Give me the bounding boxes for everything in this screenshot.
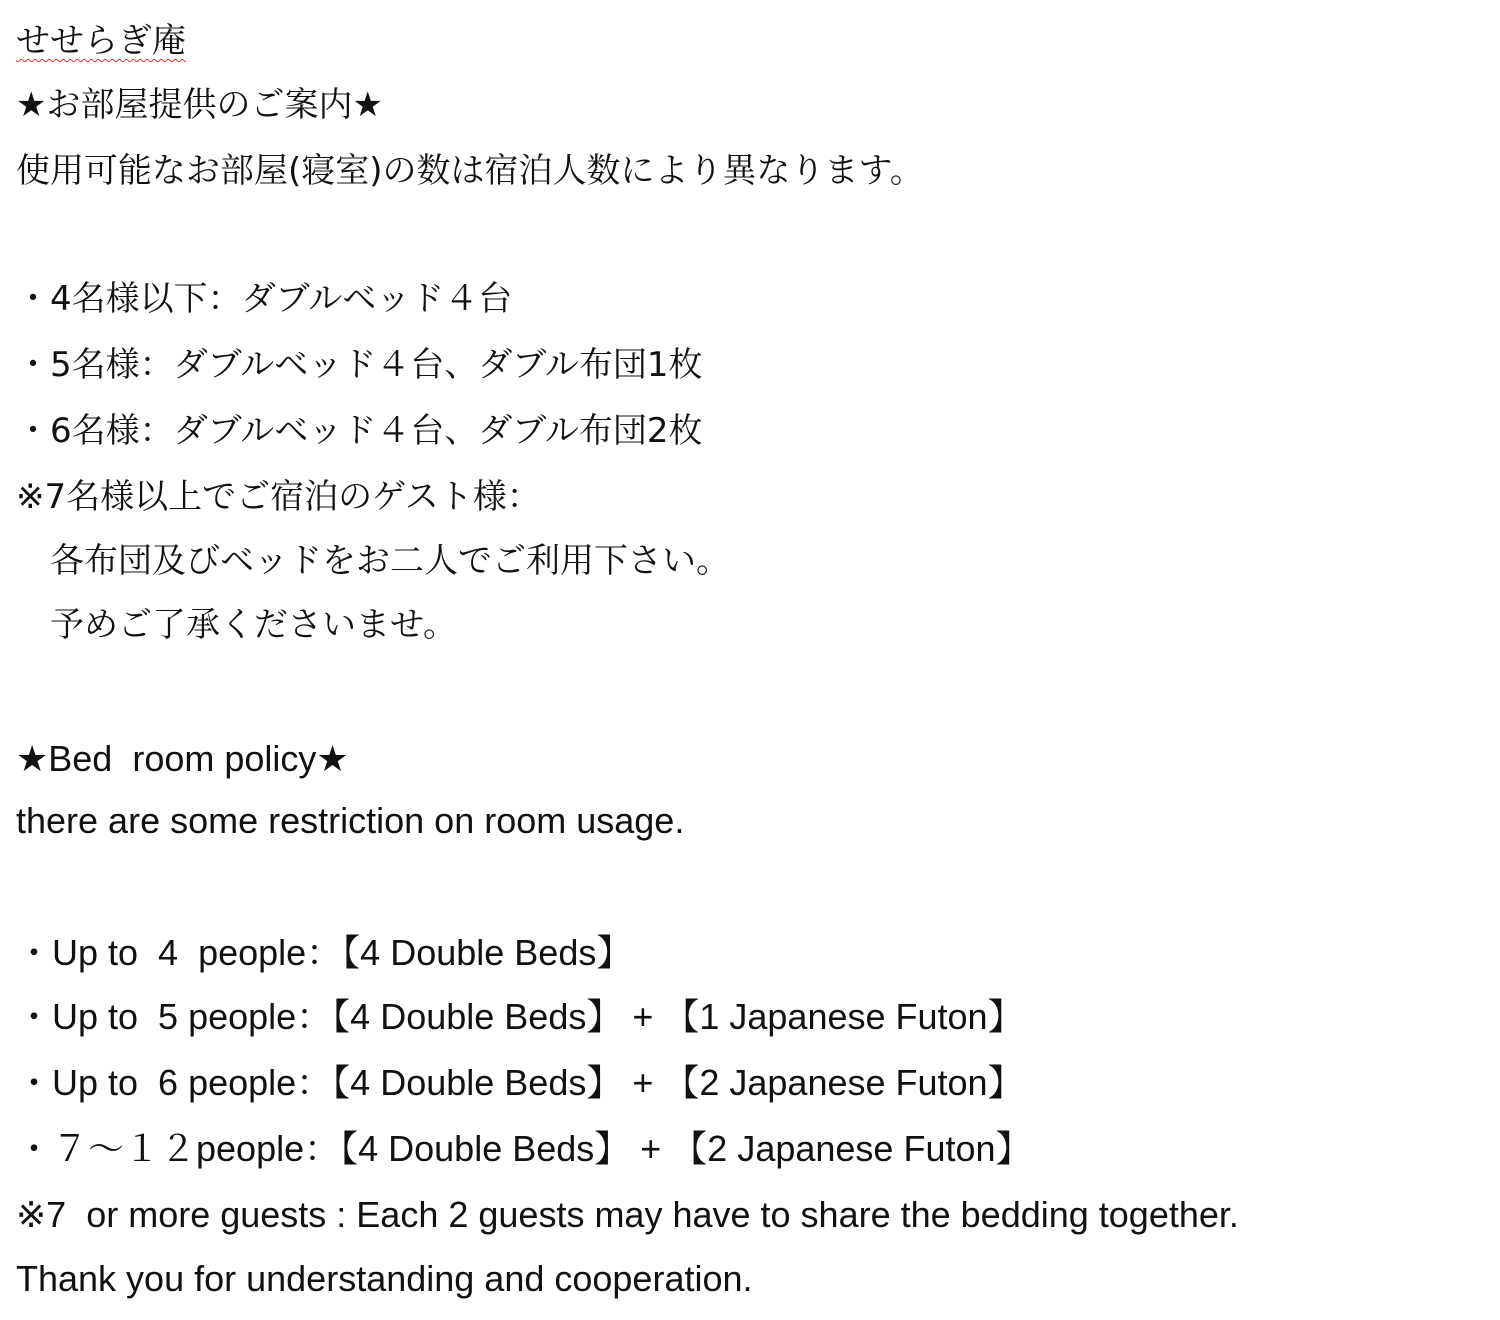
en-item-3: ・Up to 6 people：【4 Double Beds】 + 【2 Japanese Futon】 bbox=[16, 1062, 1024, 1103]
en-note-line-2: Thank you for understanding and cooperation. bbox=[16, 1258, 753, 1299]
jp-item-3: ・6名様：ダブルベッド４台、ダブル布団2枚 bbox=[16, 411, 703, 451]
en-heading: ★Bed room policy★ bbox=[16, 738, 349, 779]
jp-note-line-2: 各布団及びベッドをお二人でご利用下さい。 bbox=[16, 541, 730, 581]
jp-intro: 使用可能なお部屋(寝室)の数は宿泊人数により異なります。 bbox=[16, 151, 924, 191]
en-item-2: ・Up to 5 people：【4 Double Beds】 + 【1 Japanese Futon】 bbox=[16, 996, 1024, 1037]
en-item-1: ・Up to 4 people：【4 Double Beds】 bbox=[16, 932, 633, 973]
jp-item-1: ・4名様以下：ダブルベッド４台 bbox=[16, 279, 513, 319]
jp-item-2: ・5名様：ダブルベッド４台、ダブル布団1枚 bbox=[16, 345, 703, 385]
en-note-line-1: ※7 or more guests : Each 2 guests may have to share the bedding together. bbox=[16, 1194, 1239, 1235]
en-intro: there are some restriction on room usage. bbox=[16, 800, 685, 841]
jp-note-line-3: 予めご了承くださいませ。 bbox=[16, 605, 457, 645]
jp-note-line-1: ※7名様以上でご宿泊のゲスト様： bbox=[16, 477, 541, 517]
jp-heading: ★お部屋提供のご案内★ bbox=[16, 85, 383, 125]
document-title: せせらぎ庵 bbox=[16, 21, 186, 61]
en-item-4: ・７～１２people：【4 Double Beds】 + 【2 Japanese Futon】 bbox=[16, 1128, 1032, 1169]
